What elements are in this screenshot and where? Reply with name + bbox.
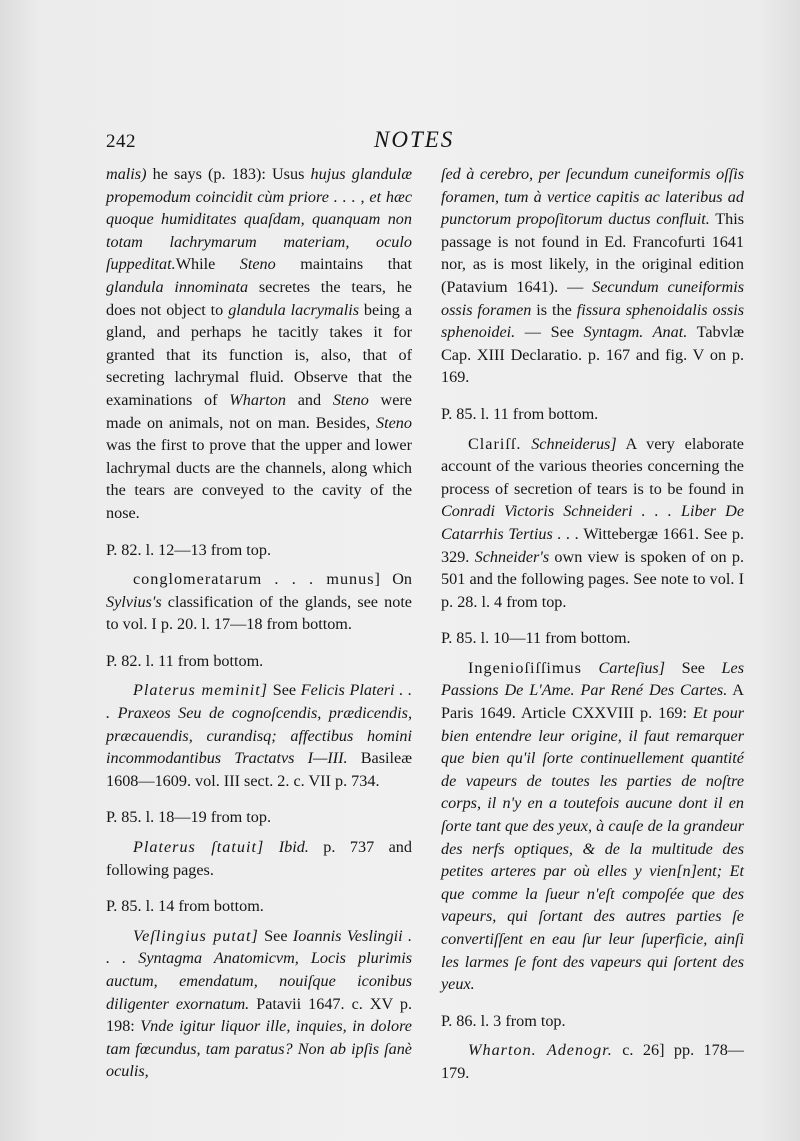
- paragraph: malis) he says (p. 183): Usus hujus glandulæ propemodum coincidit cùm priore . . . , et hæc quoque humiditates quaſdam, quanquam non totam lachrymarum materiam, oculo ſuppeditat.While Steno maintains that glandula innominata secretes the tears, he does not object to glandula lacrymalis being a gland, and perhaps he tacitly takes it for granted that its function is, also, that of secreting lachrymal fluid. Observe that the examinations of Wharton and Steno were made on animals, not on man. Besides, Steno was the first to prove that the upper and lower lachrymal ducts are the channels, along which the tears are conveyed to the cavity of the nose.: [106, 165, 413, 522]
- note-reference: P. 85. l. 14 from bottom.: [106, 897, 264, 916]
- paragraph: Ingenioſiſſimus Carteſius] See Les Passions De L'Ame. Par René Des Cartes. A Paris 1649. Article CXXVIII p. 169: Et pour bien entendre leur origine, il faut remarquer que bien qu'il ſorte continuellement quantité de vapeurs de toutes les parties de noſtre corps, il n'y en a toutefois aucune dont il en ſorte tant que des yeux, à cauſe de la grandeur des nerfs optiques, & de la multitude des petites arteres par où elles y vien[n]ent; Et que comme la ſueur n'eſt compoſée que des vapeurs, qui ſortant des autres parties ſe convertiſſent en eau ſur leur ſuperficie, ainſi les larmes ſe font des vapeurs qui ſortent des yeux.: [441, 658, 744, 994]
- paragraph: Veſlingius putat] See Ioannis Veslingii . . . Syntagma Anatomicvm, Locis plurimis auctum, emendatum, nouiſque iconibus diligenter exornatum. Patavii 1647. c. XV p. 198: Vnde igitur liquor ille, inquies, in dolore tam fœcundus, tam paratus? Non ab ipſis ſanè oculis,: [106, 926, 413, 1081]
- note-reference: P. 82. l. 12—13 from top.: [106, 540, 272, 559]
- running-title: NOTES: [374, 127, 455, 152]
- note-reference: P. 86. l. 3 from top.: [441, 1011, 566, 1030]
- paragraph: ſed à cerebro, per ſecundum cuneiformis oſſis foramen, tum à vertice capitis ac lateribus ad punctorum propoſitorum ductus confluit. This passage is not found in Ed. Francofurti 1641 nor, as is most likely, in the original edition (Patavium 1641). — Secundum cuneiformis ossis foramen is the fissura sphenoidalis ossis sphenoidei. — See Syntagm. Anat. Tabvlæ Cap. XIII Declaratio. p. 167 and fig. V on p. 169.: [441, 165, 744, 387]
- page-header: [106, 127, 706, 161]
- note-reference: P. 85. l. 18—19 from top.: [106, 808, 272, 827]
- paragraph: Wharton. Adenogr. c. 26] pp. 178—179.: [441, 1041, 744, 1082]
- paragraph: Platerus ſtatuit] Ibid. p. 737 and following pages.: [106, 838, 412, 879]
- page-number: 242: [106, 131, 136, 152]
- left-column: [106, 163, 412, 1083]
- note-reference: P. 85. l. 11 from bottom.: [441, 404, 599, 423]
- paragraph: Platerus meminit] See Felicis Plateri . . . Praxeos Seu de cognoſcendis, prædicendis, præcauendis, curandisq; affectibus homini incommodantibus Tractatvs I—III. Basileæ 1608—1609. vol. III sect. 2. c. VII p. 734.: [106, 681, 412, 790]
- paragraph: conglomeratarum . . . munus] On Sylvius's classification of the glands, see note to vol. I p. 20. l. 17—18 from bottom.: [106, 570, 412, 634]
- right-column: [441, 163, 744, 1085]
- paragraph: Clariſſ. Schneiderus] A very elaborate account of the various theories concerning the process of secretion of tears is to be found in Conradi Victoris Schneideri . . . Liber De Catarrhis Tertius . . . Wittebergæ 1661. See p. 329. Schneider's own view is spoken of on p. 501 and the following pages. See note to vol. I p. 28. l. 4 from top.: [441, 434, 745, 611]
- note-reference: P. 82. l. 11 from bottom.: [106, 651, 264, 670]
- note-reference: P. 85. l. 10—11 from bottom.: [441, 629, 631, 648]
